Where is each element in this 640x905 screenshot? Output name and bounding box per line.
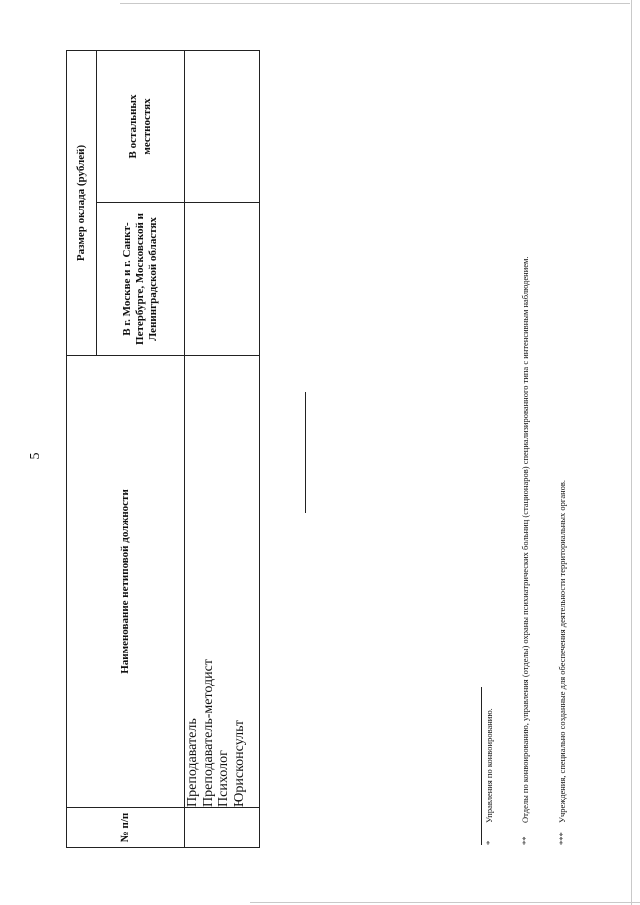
position-item: Преподаватель-методист [200, 659, 216, 807]
positions-cell [185, 356, 260, 808]
header-moscow-spb: В г. Москве и г. Санкт-Петербурге, Московской и Ленинградской областях [97, 203, 185, 356]
salary-table [66, 50, 260, 848]
table-end-rule [305, 392, 306, 513]
salary-other-cell [185, 50, 260, 202]
page-number: 5 [28, 452, 43, 460]
position-item: Психолог [216, 750, 231, 807]
position-item: Юрисконсульт [231, 719, 247, 807]
footnote-text: Отделы по конвоированию, управления (отделы) охраны психиатрических больниц (стационаров) специализированного типа с интенсивным наблюдением. [520, 256, 530, 823]
num-cell [185, 808, 260, 848]
footnote-mark: * [484, 840, 494, 845]
header-num: № п/п [67, 808, 185, 848]
footnote [484, 708, 495, 845]
footnote-mark: *** [557, 832, 567, 845]
footnote-mark: ** [520, 836, 530, 845]
footnote-text: Управления по конвоированию. [484, 708, 494, 823]
salary-moscow-cell [185, 203, 260, 356]
footnote [557, 480, 568, 845]
header-salary-group: Размер оклада (рублей) [67, 50, 97, 355]
header-position-name: Наименование нетиповой должности [67, 356, 185, 808]
footnote-text: Учреждения, специально созданные для обеспечения деятельности территориальных органов. [557, 479, 567, 823]
header-other-regions: В остальных местностях [97, 50, 185, 202]
position-item: Преподаватель [185, 718, 200, 807]
footnote-separator [481, 687, 482, 845]
footnote [520, 256, 531, 845]
